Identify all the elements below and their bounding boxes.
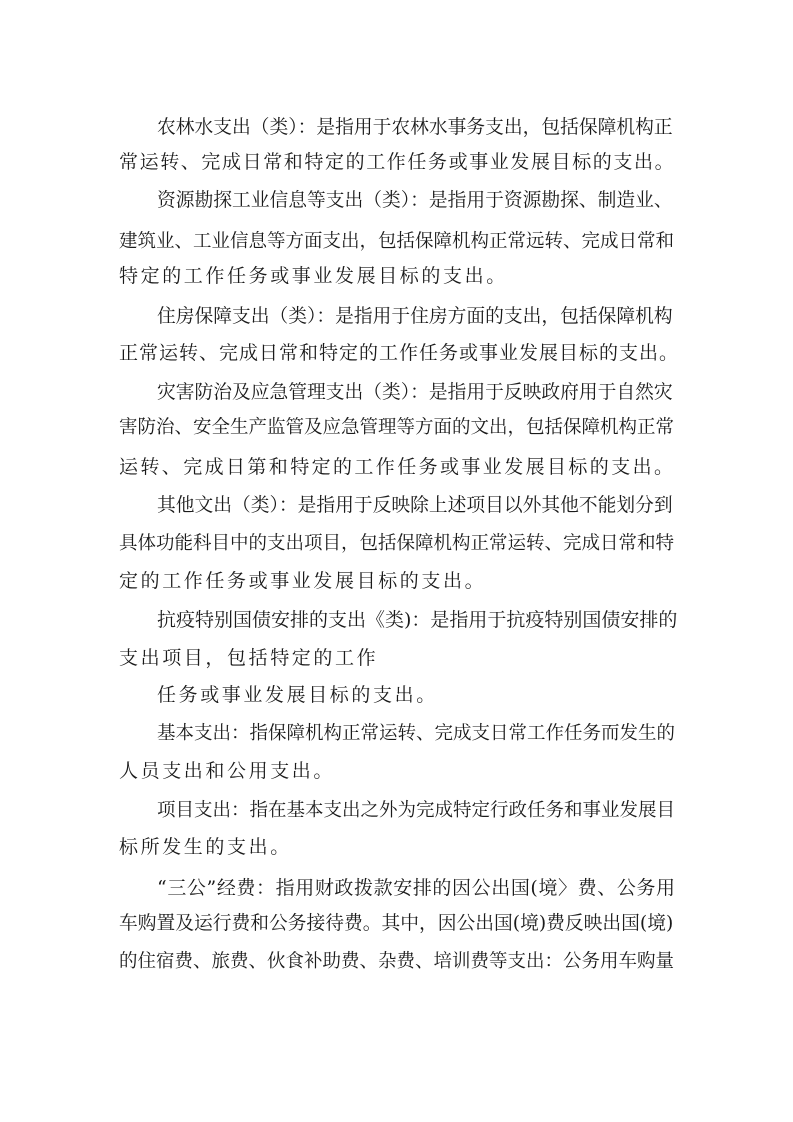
text-line: 的住宿费、旅费、伙食补助费、杂费、培训费等支出：公务用车购量	[119, 951, 675, 972]
text-line: 害防治、安全生产监管及应急管理等方面的文出，包括保障机构正常	[119, 417, 675, 438]
text-line: 车购置及运行费和公务接待费。其中，因公出国(境)费反映出国(境)	[119, 913, 674, 934]
text-line: 住房保障支出（类）：是指用于住房方面的支出，包括保障机构	[157, 306, 673, 327]
text-line: 建筑业、工业信息等方面支出，包括保障机构正常远转、完成日常和	[119, 231, 675, 252]
text-line: 常运转、完成日常和特定的工作任务或事业发展目标的支出。	[119, 151, 676, 173]
text-line: 运转、完成日第和特定的工作任务或事业发展目标的支出。	[119, 456, 676, 478]
text-line: 资源勘探工业信息等支出（类）：是指用于资源勘探、制造业、	[157, 190, 673, 211]
text-line: 人员支出和公用支出。	[119, 760, 336, 782]
text-line: 具体功能科目中的支出项目，包括保障机构正常运转、完成日常和特	[119, 533, 675, 554]
text-line: 正常运转、完成日常和特定的工作任务或事业发展目标的支出。	[119, 342, 680, 364]
text-line: “三公”经费：指用财政拨款安排的因公出国(境〉费、公务用	[157, 877, 676, 899]
text-line: 灾害防治及应急管理支出（类）：是指用于反映政府用于自然灾	[157, 382, 673, 403]
text-line: 支出项目，包括特定的工作	[119, 647, 379, 669]
text-line: 其他文出（类）：是指用于反映除上述项目以外其他不能划分到	[157, 495, 673, 516]
text-line: 基本支出：指保障机构正常运转、完成支日常工作任务而发生的	[157, 723, 676, 744]
text-line: 农林水支出（类）：是指用于农林水事务支出，包括保障机构正	[157, 117, 673, 138]
text-line: 特定的工作任务或事业发展目标的支出。	[119, 265, 508, 287]
text-line: 标所发生的支出。	[119, 836, 292, 858]
text-line: 抗疫特别国债安排的支出《类)：是指用于抗疫特别国债安排的	[157, 609, 678, 631]
text-line: 定的工作任务或事业发展目标的支出。	[119, 570, 487, 592]
text-line: 任务或事业发展目标的支出。	[157, 684, 438, 706]
text-line: 项目支出：指在基本支出之外为完成特定行政任务和事业发展目	[157, 800, 676, 821]
